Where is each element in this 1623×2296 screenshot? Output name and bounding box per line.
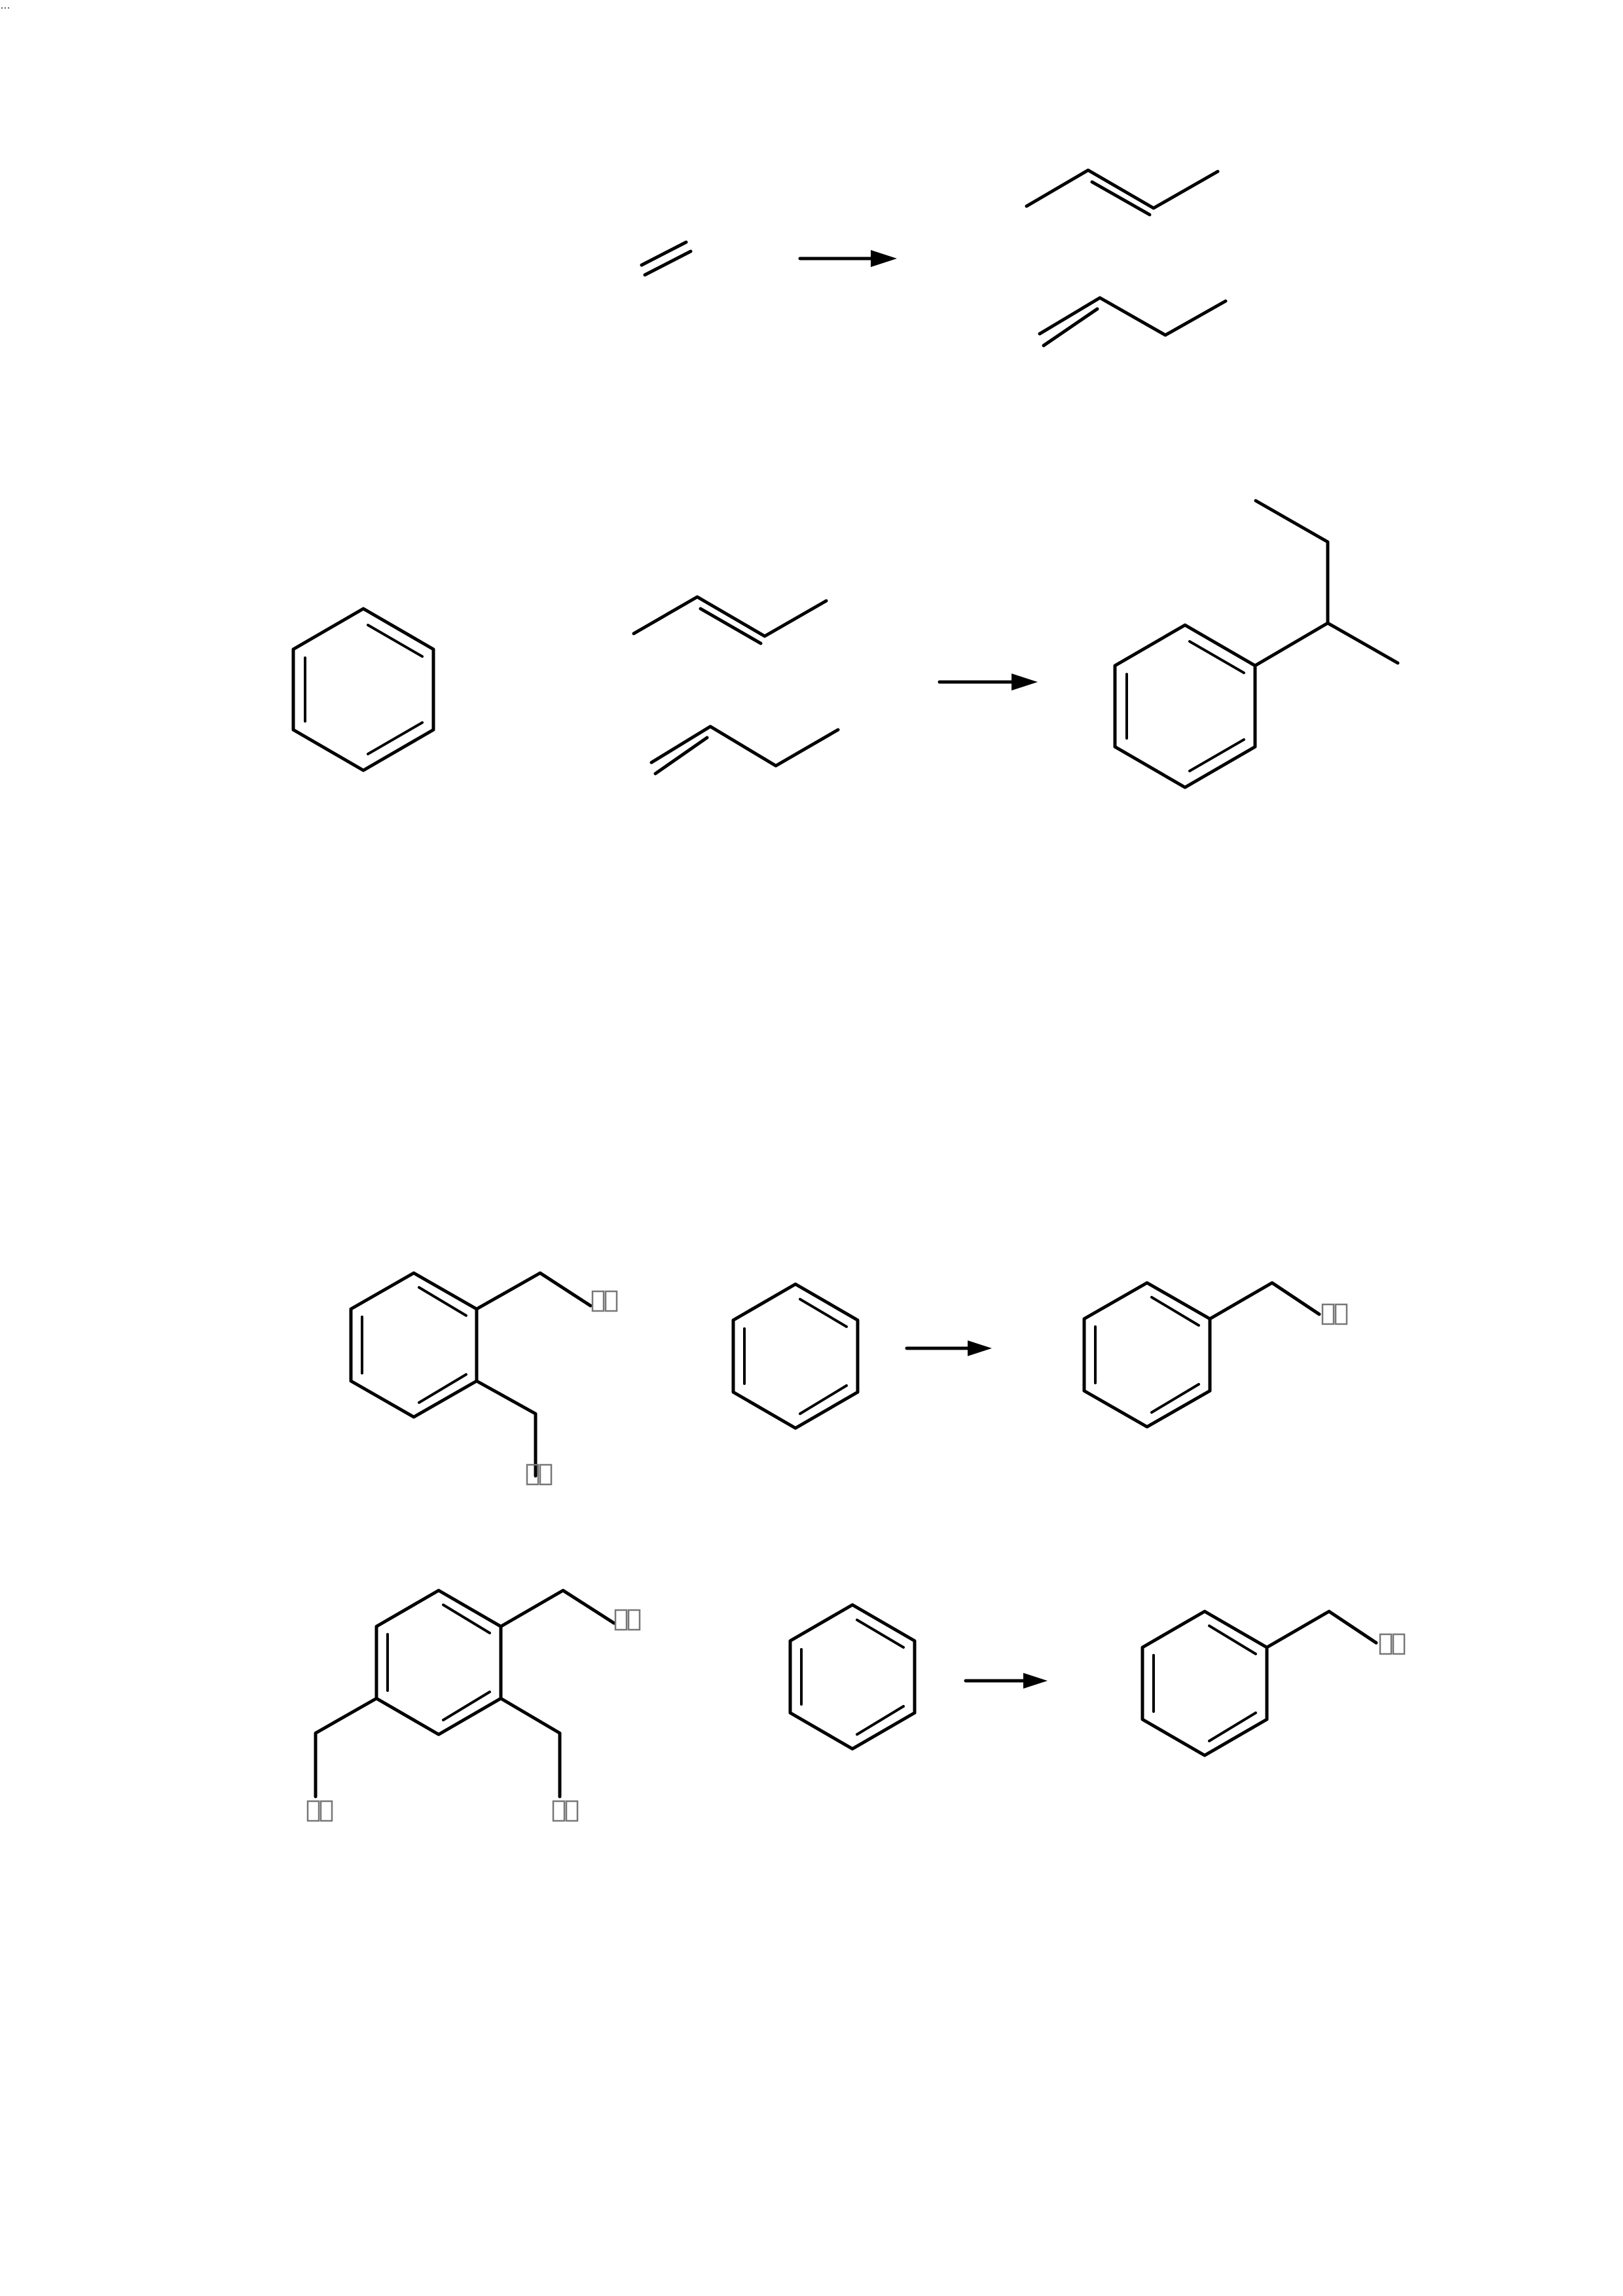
r4-ethylbenzene-ch3-label (1380, 1634, 1404, 1654)
glyph-box (553, 1801, 564, 1821)
glyph-box (1393, 1634, 1404, 1654)
triethylbenzene-inner-bond (443, 1605, 490, 1633)
triethylbenzene-inner-bond (443, 1692, 490, 1720)
glyph-box (1380, 1634, 1391, 1654)
benzene-inner-bond (857, 1620, 903, 1647)
r4-ethylbenzene-ring (1142, 1611, 1267, 1755)
triethylbenzene-ethyl-1 (501, 1590, 614, 1626)
r4-benzene-ring (790, 1605, 915, 1749)
document-page: … (0, 0, 1623, 2296)
triethylbenzene-ch3-label-2 (553, 1801, 577, 1821)
glyph-box (629, 1610, 640, 1630)
triethylbenzene-ethyl-3 (316, 1698, 376, 1797)
ethylbenzene-inner-bond (1209, 1713, 1256, 1741)
glyph-box (308, 1801, 319, 1821)
ethylbenzene-inner-bond (1209, 1626, 1256, 1654)
triethylbenzene-ch3-label-1 (615, 1610, 640, 1630)
glyph-box (566, 1801, 577, 1821)
triethylbenzene-ring (376, 1590, 501, 1734)
r4-ethylbenzene-ethyl (1267, 1611, 1376, 1647)
triethylbenzene-ethyl-2 (501, 1698, 560, 1797)
benzene-inner-bond (857, 1706, 903, 1734)
glyph-box (321, 1801, 332, 1821)
glyph-box (615, 1610, 627, 1630)
reaction-4-arrow-head (1023, 1673, 1048, 1689)
triethylbenzene-ch3-label-3 (308, 1801, 332, 1821)
